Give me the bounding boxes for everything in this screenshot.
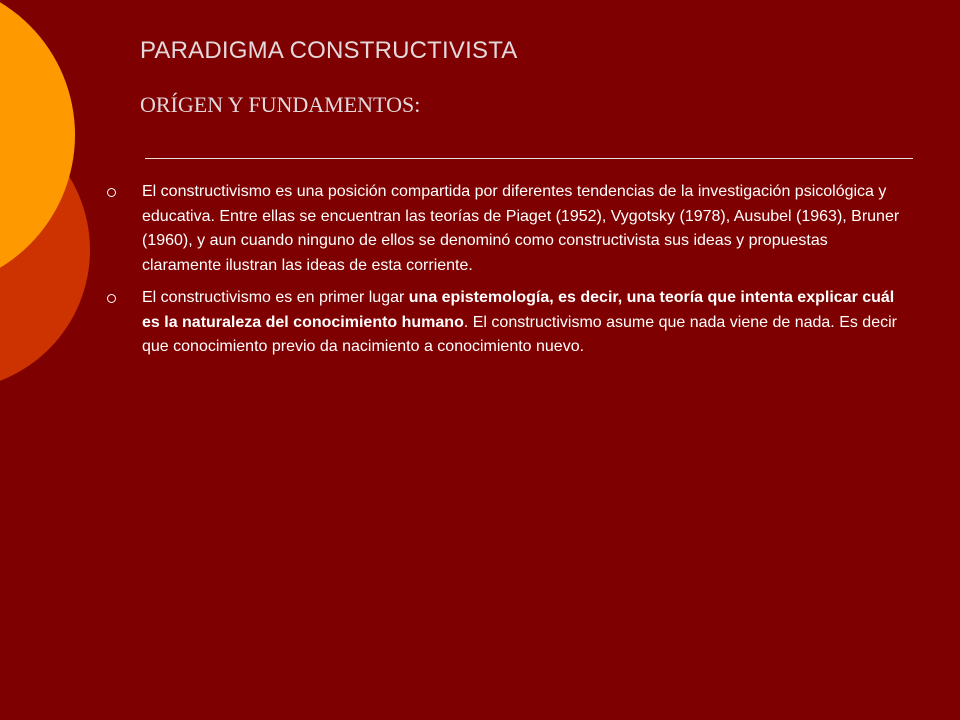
bullet-text: El constructivismo es una posición compartida por diferentes tendencias de la investigación psicológica y educativa. Entre ellas se encuentran las teorías de Piaget (1952), Vygotsky (1978), Ausubel (1963), Bruner (1960), y aun cuando ninguno de ellos se denominó como constructivista sus ideas y propuestas claramente ilustran las ideas de esta corriente. — [142, 183, 900, 274]
bullet-item — [104, 286, 904, 360]
bullet-item — [104, 180, 904, 278]
title-divider — [145, 158, 913, 159]
bullet-list — [104, 180, 904, 368]
slide-title: PARADIGMA CONSTRUCTIVISTA — [140, 37, 518, 64]
bullet-text-end: . El constructivismo asume que nada viene de nada. Es decir que conocimiento previo da nacimiento a conocimiento nuevo. — [142, 313, 897, 355]
hollow-circle-icon — [107, 294, 116, 303]
bullet-text-emphasis: una epistemología, es decir, una teoría que intenta explicar cuál es la naturaleza del conocimiento humano — [142, 289, 895, 331]
hollow-circle-icon — [107, 188, 116, 197]
bullet-text-start: El constructivismo es en primer lugar — [142, 289, 409, 306]
slide-subtitle: ORÍGEN Y FUNDAMENTOS: — [140, 92, 421, 117]
